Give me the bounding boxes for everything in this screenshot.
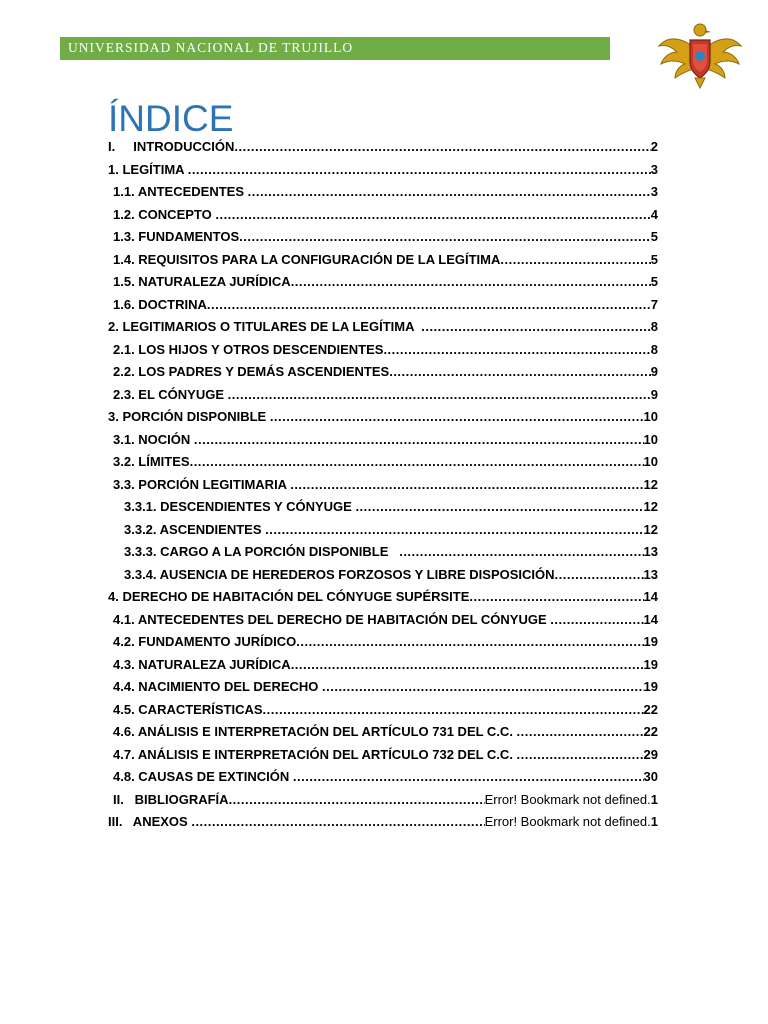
toc-dot-leader: [293, 769, 644, 784]
toc-entry-label: 4. DERECHO DE HABITACIÓN DEL CÓNYUGE SUPÉRSITE: [108, 589, 470, 604]
toc-entry-label: 1.5. NATURALEZA JURÍDICA: [113, 274, 291, 289]
toc-entry[interactable]: [108, 792, 658, 815]
toc-entry-page: 29: [643, 746, 658, 762]
toc-dot-leader: [215, 207, 650, 222]
toc-dot-leader: [265, 522, 643, 537]
toc-dot-leader: [383, 342, 650, 357]
toc-entry-label: 3.2. LÍMITES: [113, 454, 190, 469]
toc-entry-page: 12: [643, 499, 658, 514]
toc-dot-leader: [291, 657, 644, 672]
toc-dot-leader: [517, 747, 644, 762]
toc-entry[interactable]: [108, 567, 658, 590]
toc-entry-page: 22: [643, 724, 658, 739]
toc-entry-label: 1.3. FUNDAMENTOS: [113, 229, 240, 244]
toc-entry-page: 30: [643, 769, 658, 784]
toc-entry-label: 1.2. CONCEPTO: [113, 206, 216, 222]
toc-entry-page: 19: [643, 679, 658, 694]
toc-entry[interactable]: [108, 297, 658, 320]
toc-dot-leader: [263, 702, 644, 717]
toc-dot-leader: [290, 477, 643, 492]
toc-entry-page: 22: [643, 701, 658, 717]
toc-entry-page: 14: [643, 611, 658, 627]
toc-entry[interactable]: [108, 679, 658, 702]
toc-dot-leader: [207, 297, 651, 312]
toc-entry-label: 3.1. NOCIÓN: [113, 431, 194, 447]
toc-entry[interactable]: [108, 454, 658, 477]
toc-dot-leader: [194, 432, 644, 447]
toc-entry-page: 5: [650, 274, 658, 289]
toc-entry[interactable]: [108, 432, 658, 455]
toc-entry[interactable]: [108, 522, 658, 545]
toc-dot-leader: [291, 274, 651, 289]
toc-entry-page: 2: [650, 139, 658, 154]
toc-entry[interactable]: [108, 162, 658, 185]
toc-entry[interactable]: [108, 747, 658, 770]
toc-entry[interactable]: [108, 814, 658, 837]
toc-entry-page: 19: [643, 656, 658, 672]
toc-entry[interactable]: [108, 364, 658, 387]
toc-entry-page: 3: [650, 161, 658, 177]
toc-entry-page: 8: [650, 341, 658, 357]
toc-entry-page: 3: [650, 184, 658, 199]
toc-entry[interactable]: [108, 184, 658, 207]
toc-entry-label: 1.1. ANTECEDENTES: [113, 184, 248, 199]
toc-entry-label: 4.3. NATURALEZA JURÍDICA: [113, 656, 291, 672]
toc-entry-label: II. BIBLIOGRAFÍA: [113, 791, 229, 807]
toc-entry-label: 1.6. DOCTRINA: [113, 296, 207, 312]
toc-entry-label: 2.2. LOS PADRES Y DEMÁS ASCENDIENTES: [113, 364, 390, 379]
toc-entry-page: 10: [643, 431, 658, 447]
toc-entry-label: 1. LEGÍTIMA: [108, 161, 188, 177]
toc-entry-page: 8: [650, 319, 658, 334]
toc-dot-leader: [191, 814, 484, 829]
toc-entry[interactable]: [108, 589, 658, 612]
page-title: ÍNDICE: [108, 98, 234, 139]
toc-entry-page: 10: [643, 409, 658, 424]
toc-entry-label: 4.5. CARACTERÍSTICAS: [113, 701, 263, 717]
toc-entry-page: 9: [650, 364, 658, 379]
toc-entry-page: 14: [643, 589, 658, 604]
toc-entry[interactable]: [108, 544, 658, 567]
toc-entry-label: 3.3. PORCIÓN LEGITIMARIA: [113, 476, 291, 492]
toc-entry-label: 3.3.1. DESCENDIENTES Y CÓNYUGE: [124, 499, 356, 514]
toc-entry[interactable]: [108, 702, 658, 725]
toc-entry-label: 4.2. FUNDAMENTO JURÍDICO: [113, 634, 297, 649]
toc-dot-leader: [550, 612, 643, 627]
toc-dot-leader: [270, 409, 644, 424]
toc-entry[interactable]: [108, 342, 658, 365]
toc-entry-label: I. INTRODUCCIÓN: [108, 139, 235, 154]
toc-entry-label: 2.1. LOS HIJOS Y OTROS DESCENDIENTES: [113, 341, 384, 357]
toc-entry-page: 13: [643, 566, 658, 582]
toc-entry-page: 9: [650, 386, 658, 402]
toc-entry-page: 1: [650, 814, 658, 829]
toc-dot-leader: [469, 589, 643, 604]
toc-dot-leader: [399, 544, 643, 559]
toc-dot-leader: [500, 252, 650, 267]
toc-entry[interactable]: [108, 139, 658, 162]
header-banner: [60, 37, 610, 60]
toc-entry-error: Error! Bookmark not defined.: [484, 791, 651, 807]
toc-entry[interactable]: [108, 409, 658, 432]
toc-entry-label: 3.3.2. ASCENDIENTES: [124, 521, 266, 537]
toc-dot-leader: [296, 634, 643, 649]
toc-dot-leader: [229, 792, 485, 807]
toc-entry[interactable]: [108, 319, 658, 342]
toc-entry-error: Error! Bookmark not defined.: [484, 814, 651, 829]
toc-entry-label: 2. LEGITIMARIOS O TITULARES DE LA LEGÍTIMA: [108, 319, 422, 334]
toc-entry[interactable]: [108, 769, 658, 792]
toc-entry[interactable]: [108, 477, 658, 500]
toc-entry[interactable]: [108, 657, 658, 680]
toc-entry[interactable]: [108, 252, 658, 275]
toc-dot-leader: [248, 184, 651, 199]
toc-entry-label: 3.3.4. AUSENCIA DE HEREDEROS FORZOSOS Y LIBRE DISPOSICIÓN: [124, 566, 555, 582]
toc-dot-leader: [421, 319, 651, 334]
toc-dot-leader: [322, 679, 644, 694]
toc-entry-label: 3.3.3. CARGO A LA PORCIÓN DISPONIBLE: [124, 544, 400, 559]
toc-entry-page: 10: [643, 454, 658, 469]
toc-dot-leader: [555, 567, 644, 582]
toc-dot-leader: [355, 499, 643, 514]
toc-entry[interactable]: [108, 612, 658, 635]
toc-entry-label: 2.3. EL CÓNYUGE: [113, 386, 228, 402]
toc-entry-label: 4.6. ANÁLISIS E INTERPRETACIÓN DEL ARTÍCULO 731 DEL C.C.: [113, 724, 517, 739]
toc-entry-label: 1.4. REQUISITOS PARA LA CONFIGURACIÓN DE LA LEGÍTIMA: [113, 251, 501, 267]
toc-entry-page: 7: [650, 296, 658, 312]
toc-entry-label: 4.7. ANÁLISIS E INTERPRETACIÓN DEL ARTÍCULO 732 DEL C.C.: [113, 746, 517, 762]
toc-dot-leader: [389, 364, 651, 379]
toc-dot-leader: [228, 387, 651, 402]
toc-entry-label: 3. PORCIÓN DISPONIBLE: [108, 409, 270, 424]
toc-dot-leader: [239, 229, 651, 244]
toc-entry[interactable]: [108, 207, 658, 230]
university-name: UNIVERSIDAD NACIONAL DE TRUJILLO: [68, 40, 354, 55]
toc-entry[interactable]: [108, 387, 658, 410]
table-of-contents: [108, 139, 658, 837]
toc-entry-page: 12: [643, 476, 658, 492]
toc-entry[interactable]: [108, 274, 658, 297]
toc-entry-page: 12: [643, 521, 658, 537]
toc-entry[interactable]: [108, 724, 658, 747]
toc-entry-label: 4.1. ANTECEDENTES DEL DERECHO DE HABITACIÓN DEL CÓNYUGE: [113, 611, 551, 627]
toc-entry-label: III. ANEXOS: [108, 814, 192, 829]
toc-entry[interactable]: [108, 634, 658, 657]
toc-entry-page: 5: [650, 251, 658, 267]
toc-entry[interactable]: [108, 229, 658, 252]
toc-dot-leader: [517, 724, 644, 739]
toc-entry[interactable]: [108, 499, 658, 522]
toc-entry-page: 5: [650, 229, 658, 244]
university-crest-icon: [655, 18, 745, 90]
toc-entry-page: 1: [650, 791, 658, 807]
toc-dot-leader: [190, 454, 644, 469]
toc-dot-leader: [188, 162, 651, 177]
toc-entry-page: 19: [643, 634, 658, 649]
toc-entry-page: 13: [643, 544, 658, 559]
toc-entry-label: 4.8. CAUSAS DE EXTINCIÓN: [113, 769, 293, 784]
toc-entry-label: 4.4. NACIMIENTO DEL DERECHO: [113, 679, 322, 694]
toc-entry-page: 4: [650, 206, 658, 222]
toc-dot-leader: [234, 139, 650, 154]
